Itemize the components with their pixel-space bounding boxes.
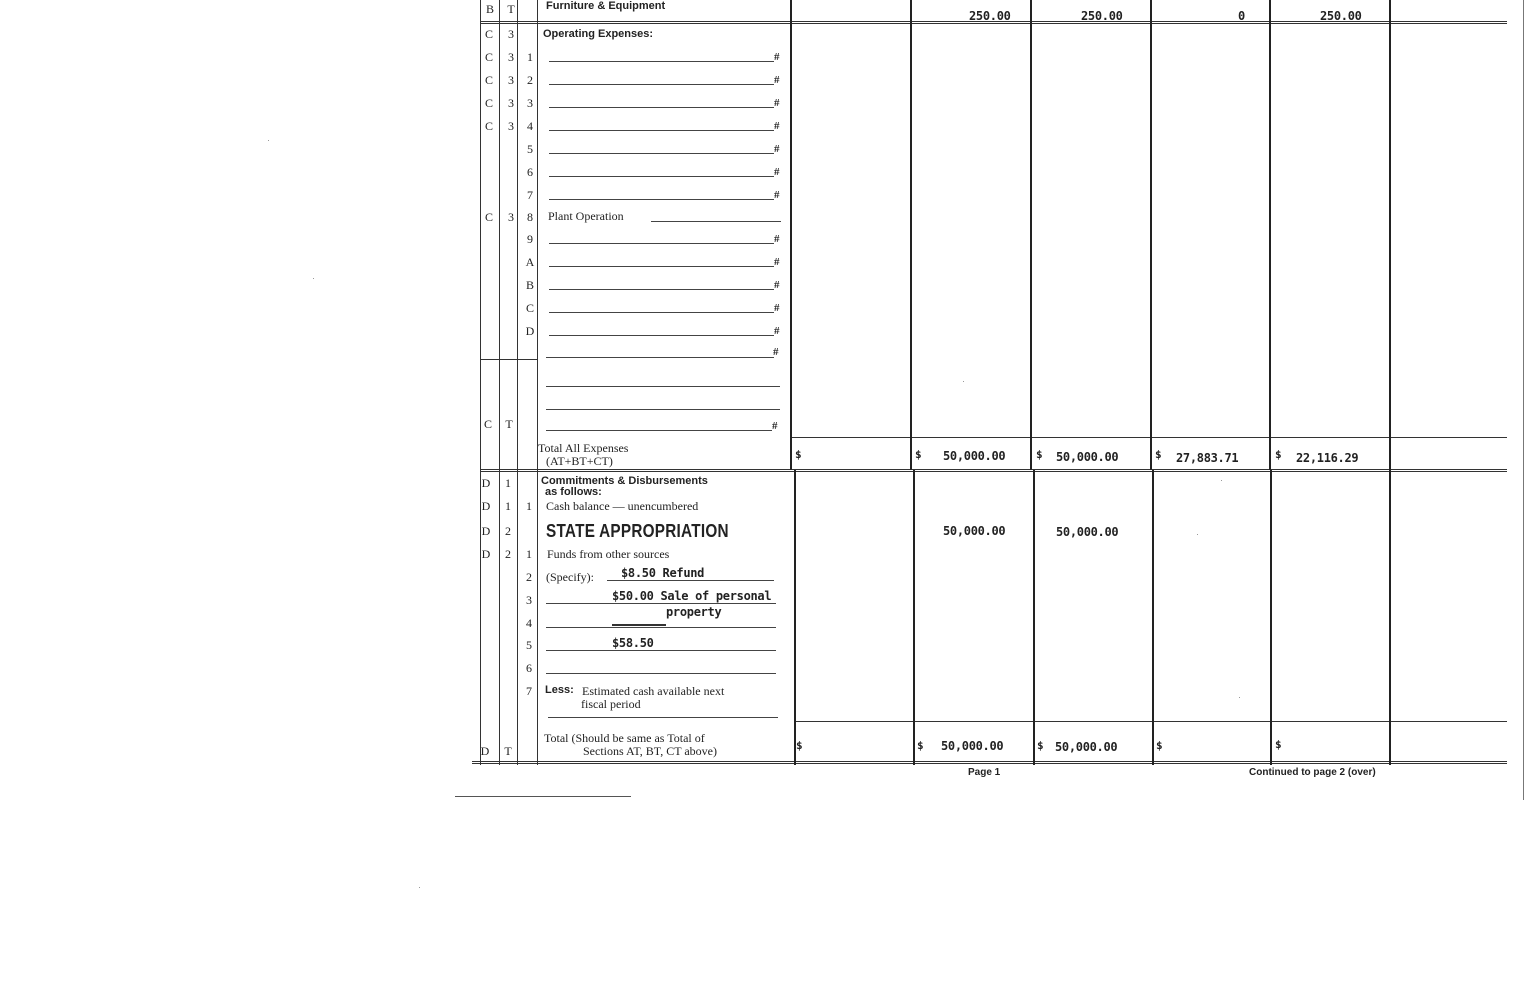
row-b-code1: B (485, 2, 494, 16)
currency-sign: $ (795, 448, 802, 461)
col-border-e (1389, 0, 1391, 765)
row-code-c3: 1 (526, 499, 532, 513)
row-code-c2: 2 (505, 547, 511, 561)
row-code-c3: 3 (527, 96, 533, 110)
row-code-c3: 2 (527, 73, 533, 87)
row-code-c3: 7 (526, 684, 532, 698)
blank-line (548, 717, 778, 718)
row-code-c1: C (484, 96, 493, 110)
operating-expenses-header: Operating Expenses: (543, 28, 654, 40)
subtotal-underline (612, 624, 666, 626)
line-marker: # (772, 420, 778, 432)
less-label: Less: (545, 684, 574, 696)
line-marker: # (774, 120, 780, 132)
blank-line (651, 221, 781, 222)
row-code-c3: 6 (526, 661, 532, 675)
row-code-c3: 7 (527, 188, 533, 202)
line-marker: # (774, 279, 780, 291)
furniture-equipment-header: Furniture & Equipment (546, 0, 666, 12)
row-code-c3: B (525, 278, 534, 292)
scan-speck (1197, 534, 1198, 535)
blank-line (546, 650, 776, 651)
blank-line (549, 61, 774, 62)
blank-line (549, 130, 774, 131)
row-code-c1: C (484, 210, 493, 224)
currency-sign: $ (1037, 739, 1044, 752)
rule-above-final-total (795, 721, 1507, 722)
final-total-value-1: 50,000.00 (941, 739, 1004, 753)
total-all-value-3: 27,883.71 (1176, 451, 1239, 465)
funds-other-sources-label: Funds from other sources (547, 547, 670, 561)
col-border-2 (517, 0, 518, 765)
rule-bottom (472, 761, 1507, 764)
blank-line (549, 84, 774, 85)
row-code-c3: A (525, 255, 535, 269)
row-code-c1: C (484, 119, 493, 133)
col-border-a-lower (913, 470, 915, 765)
blank-line (549, 107, 774, 108)
col-border-desc-upper (790, 0, 792, 470)
dt-code2: T (504, 744, 512, 758)
line-marker: # (774, 302, 780, 314)
row-code-c1: C (484, 73, 493, 87)
row-code-c1: D (481, 499, 491, 513)
row-code-c2: 3 (508, 96, 514, 110)
row-code-c2: 1 (505, 499, 511, 513)
less-text-continued: fiscal period (581, 697, 641, 711)
continued-note: Continued to page 2 (over) (1249, 767, 1376, 778)
subtotal-entry: $58.50 (612, 636, 654, 650)
row-code-c3: 4 (526, 616, 532, 630)
sale-entry-continued: property (666, 605, 722, 619)
final-total-label-continued: Sections AT, BT, CT above) (583, 744, 717, 758)
total-all-expenses-formula: (AT+BT+CT) (546, 454, 613, 468)
row-code-c3: C (525, 301, 534, 315)
scan-speck (1239, 697, 1240, 698)
scan-speck (268, 140, 269, 141)
currency-sign: $ (1275, 448, 1282, 461)
rule-above-total (790, 437, 1507, 438)
blank-line (549, 312, 774, 313)
less-text: Estimated cash available next (582, 684, 725, 698)
scan-speck (313, 278, 314, 279)
cash-balance-label: Cash balance — unencumbered (546, 499, 699, 513)
state-appropriation-label: STATE APPROPRIATION (546, 521, 729, 541)
page-edge (1523, 0, 1524, 800)
row-code-c1: C (484, 27, 493, 41)
page-number: Page 1 (968, 767, 1001, 778)
col-border-d-upper (1269, 0, 1271, 470)
blank-line (549, 243, 774, 244)
currency-sign: $ (917, 739, 924, 752)
line-marker: # (774, 97, 780, 109)
row-code-c3: 4 (527, 119, 533, 133)
blank-line (549, 266, 774, 267)
refund-entry: $8.50 Refund (621, 566, 705, 580)
stray-rule (455, 796, 631, 797)
row-code-c3: 2 (526, 570, 532, 584)
final-total-label: Total (Should be same as Total of (544, 731, 705, 745)
row-code-c1: D (481, 524, 491, 538)
furniture-value-3: 0 (1238, 9, 1245, 23)
line-marker: # (774, 189, 780, 201)
row-code-c2: 2 (505, 524, 511, 538)
line-marker: # (773, 346, 779, 358)
row-code-c2: 3 (508, 50, 514, 64)
line-marker: # (774, 74, 780, 86)
blank-line (607, 580, 774, 581)
row-code-c1: D (481, 547, 491, 561)
col-border-3 (537, 0, 538, 765)
row-code-c1: D (481, 476, 491, 490)
line-marker: # (774, 166, 780, 178)
line-marker: # (774, 233, 780, 245)
blank-line (549, 199, 774, 200)
blank-line (546, 386, 780, 387)
blank-line (546, 673, 776, 674)
furniture-value-1: 250.00 (969, 9, 1011, 23)
currency-sign: $ (1155, 448, 1162, 461)
total-all-value-2: 50,000.00 (1056, 450, 1119, 464)
line-marker: # (774, 143, 780, 155)
commitments-header-sub: as follows: (545, 486, 602, 498)
row-code-c3: 6 (527, 165, 533, 179)
col-border-1 (499, 0, 500, 765)
ct-code1: C (483, 417, 492, 431)
currency-sign: $ (1275, 738, 1282, 751)
ct-code2: T (505, 417, 513, 431)
line-marker: # (774, 51, 780, 63)
row-code-c2: 3 (508, 119, 514, 133)
col-border-desc-lower (794, 470, 796, 765)
scan-speck (963, 381, 964, 382)
row-code-c3: 8 (527, 210, 533, 224)
col-border-b-upper (1030, 0, 1032, 470)
dt-code1: D (480, 744, 490, 758)
rule-under-total (480, 469, 1507, 472)
plant-operation-label: Plant Operation (548, 209, 624, 223)
row-b-code2: T (507, 2, 515, 16)
col-border-d-lower (1270, 470, 1272, 765)
currency-sign: $ (1156, 739, 1163, 752)
furniture-value-4: 250.00 (1320, 9, 1362, 23)
row-code-c3: 9 (527, 232, 533, 246)
blank-line (549, 289, 774, 290)
blank-line (546, 357, 774, 358)
rule-code-columns (480, 359, 538, 360)
col-border-c-upper (1150, 0, 1152, 470)
row-code-c2: 1 (505, 476, 511, 490)
row-code-c3: D (525, 324, 535, 338)
row-code-c2: 3 (508, 73, 514, 87)
blank-line (546, 430, 772, 431)
state-appropriation-value-1: 50,000.00 (943, 524, 1006, 538)
sale-entry: $50.00 Sale of personal (612, 589, 772, 603)
col-border-c-lower (1152, 470, 1154, 765)
total-all-value-4: 22,116.29 (1296, 451, 1359, 465)
row-code-c1: C (484, 50, 493, 64)
total-all-expenses-label: Total All Expenses (538, 441, 629, 455)
row-code-c3: 1 (527, 50, 533, 64)
blank-line (549, 153, 774, 154)
specify-label: (Specify): (546, 570, 594, 584)
row-code-c3: 1 (526, 547, 532, 561)
row-code-c3: 5 (527, 142, 533, 156)
col-border-left (480, 0, 481, 765)
col-border-a-upper (910, 0, 912, 470)
blank-line (549, 335, 774, 336)
blank-line (546, 603, 776, 604)
row-code-c3: 3 (526, 593, 532, 607)
col-border-b-lower (1033, 470, 1035, 765)
blank-line (549, 176, 774, 177)
furniture-value-2: 250.00 (1081, 9, 1123, 23)
row-code-c2: 3 (508, 27, 514, 41)
currency-sign: $ (1036, 448, 1043, 461)
row-code-c2: 3 (508, 210, 514, 224)
blank-line (546, 409, 780, 410)
commitments-header: Commitments & Disbursements (541, 475, 708, 487)
total-all-value-1: 50,000.00 (943, 449, 1006, 463)
currency-sign: $ (796, 739, 803, 752)
scan-speck (419, 887, 420, 888)
scan-speck (1221, 480, 1222, 481)
state-appropriation-value-2: 50,000.00 (1056, 525, 1119, 539)
row-code-c3: 5 (526, 638, 532, 652)
currency-sign: $ (915, 448, 922, 461)
line-marker: # (774, 256, 780, 268)
blank-line (546, 627, 776, 628)
line-marker: # (774, 325, 780, 337)
final-total-value-2: 50,000.00 (1055, 740, 1118, 754)
